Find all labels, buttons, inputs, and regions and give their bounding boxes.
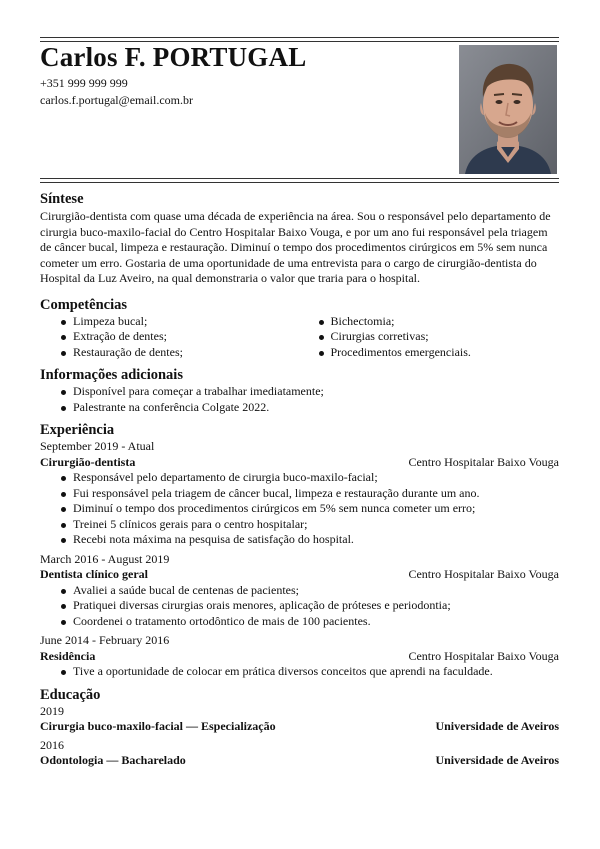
education-year: 2016 — [40, 737, 64, 752]
skills-heading: Competências — [40, 296, 127, 313]
job-title: Residência — [40, 648, 96, 663]
job-dates: June 2014 - February 2016 — [40, 633, 170, 647]
education-section — [40, 686, 559, 769]
job-bullets — [40, 470, 559, 548]
list-item: Disponível para começar a trabalhar imediatamente; — [40, 384, 559, 400]
job-dates: March 2016 - August 2019 — [40, 551, 170, 566]
list-item: Coordenei o tratamento ortodôntico de mais de 100 pacientes. — [40, 614, 559, 630]
profile-photo — [459, 45, 557, 174]
list-item: Pratiquei diversas cirurgias orais menores, aplicação de próteses e periodontia; — [40, 598, 559, 614]
job-bullets — [40, 583, 559, 630]
education-school: Universidade de Aveiros — [435, 753, 559, 767]
education-header — [40, 753, 559, 769]
job-title: Cirurgião-dentista — [40, 454, 136, 469]
portrait-image — [459, 45, 557, 174]
job-employer: Centro Hospitalar Baixo Vouga — [408, 648, 559, 663]
list-item: Extração de dentes; — [40, 329, 300, 345]
list-item: Cirurgias corretivas; — [300, 329, 560, 345]
job-header — [40, 455, 559, 471]
list-item: Restauração de dentes; — [40, 345, 300, 361]
job-bullets — [40, 664, 559, 680]
additional-info-heading: Informações adicionais — [40, 367, 183, 383]
resume-body — [40, 190, 559, 772]
list-item: Diminuí o tempo dos procedimentos cirúrgicos em 5% sem nunca cometer um erro; — [40, 501, 559, 517]
summary-text: Cirurgião-dentista com quase uma década de experiência na área. Sou o responsável pelo departamento de cirurgia buco-maxilo-facial do Centro Hospitalar Baixo Vouga, e por um ano fui responsável pela triagem de câncer bucal, limpeza e restauração. Diminuí o tempo dos procedimentos cirúrgicos em 5% sem nunca cometer um erro. Gostaria de uma oportunidade de uma entrevista para o cargo de cirurgião-dentista do Hospital da Luz Aveiro, na qual demonstraria o valor que traria para o hospital. — [40, 209, 551, 285]
list-item: Tive a oportunidade de colocar em prática diversos conceitos que aprendi na faculdade. — [40, 664, 559, 680]
header-rule-bottom-inner — [40, 182, 559, 183]
job-header — [40, 567, 559, 583]
education-header — [40, 719, 559, 735]
list-item: Palestrante na conferência Colgate 2022. — [40, 400, 559, 416]
skills-columns — [40, 314, 559, 361]
education-degree: Cirurgia buco-maxilo-facial — Especialização — [40, 719, 276, 733]
list-item: Avaliei a saúde bucal de centenas de pacientes; — [40, 583, 559, 599]
education-degree: Odontologia — Bacharelado — [40, 753, 186, 767]
job-entry — [40, 552, 559, 630]
summary-heading: Síntese — [40, 191, 84, 207]
list-item: Recebi nota máxima na pesquisa de satisfação do hospital. — [40, 532, 559, 548]
job-title: Dentista clínico geral — [40, 567, 148, 581]
job-entry — [40, 439, 559, 548]
education-school: Universidade de Aveiros — [435, 719, 559, 733]
education-entry — [40, 738, 559, 769]
skills-section — [40, 296, 559, 361]
list-item: Responsável pelo departamento de cirurgia buco-maxilo-facial; — [40, 470, 559, 486]
header-rule-bottom — [40, 178, 559, 179]
education-year: 2019 — [40, 703, 64, 718]
list-item: Treinei 5 clínicos gerais para o centro hospitalar; — [40, 517, 559, 533]
candidate-name: Carlos F. PORTUGAL — [40, 42, 307, 72]
list-item: Fui responsável pela triagem de câncer bucal, limpeza e restauração durante um ano. — [40, 486, 559, 502]
job-dates: September 2019 - Atual — [40, 439, 155, 453]
education-heading: Educação — [40, 686, 101, 703]
skills-right-list — [300, 314, 560, 361]
list-item: Procedimentos emergenciais. — [300, 345, 560, 361]
experience-section — [40, 421, 559, 680]
additional-info-section — [40, 366, 559, 415]
phone-number: +351 999 999 999 — [40, 76, 128, 90]
skills-left-list — [40, 314, 300, 361]
header-rule-top — [40, 37, 559, 38]
job-header — [40, 649, 559, 665]
summary-section — [40, 190, 559, 287]
job-employer: Centro Hospitalar Baixo Vouga — [408, 567, 559, 581]
job-employer: Centro Hospitalar Baixo Vouga — [408, 454, 559, 469]
email-address: carlos.f.portugal@email.com.br — [40, 93, 193, 107]
list-item: Bichectomia; — [300, 314, 560, 330]
additional-info-list — [40, 384, 559, 415]
job-entry — [40, 633, 559, 680]
experience-heading: Experiência — [40, 422, 115, 438]
list-item: Limpeza bucal; — [40, 314, 300, 330]
education-entry — [40, 704, 559, 735]
